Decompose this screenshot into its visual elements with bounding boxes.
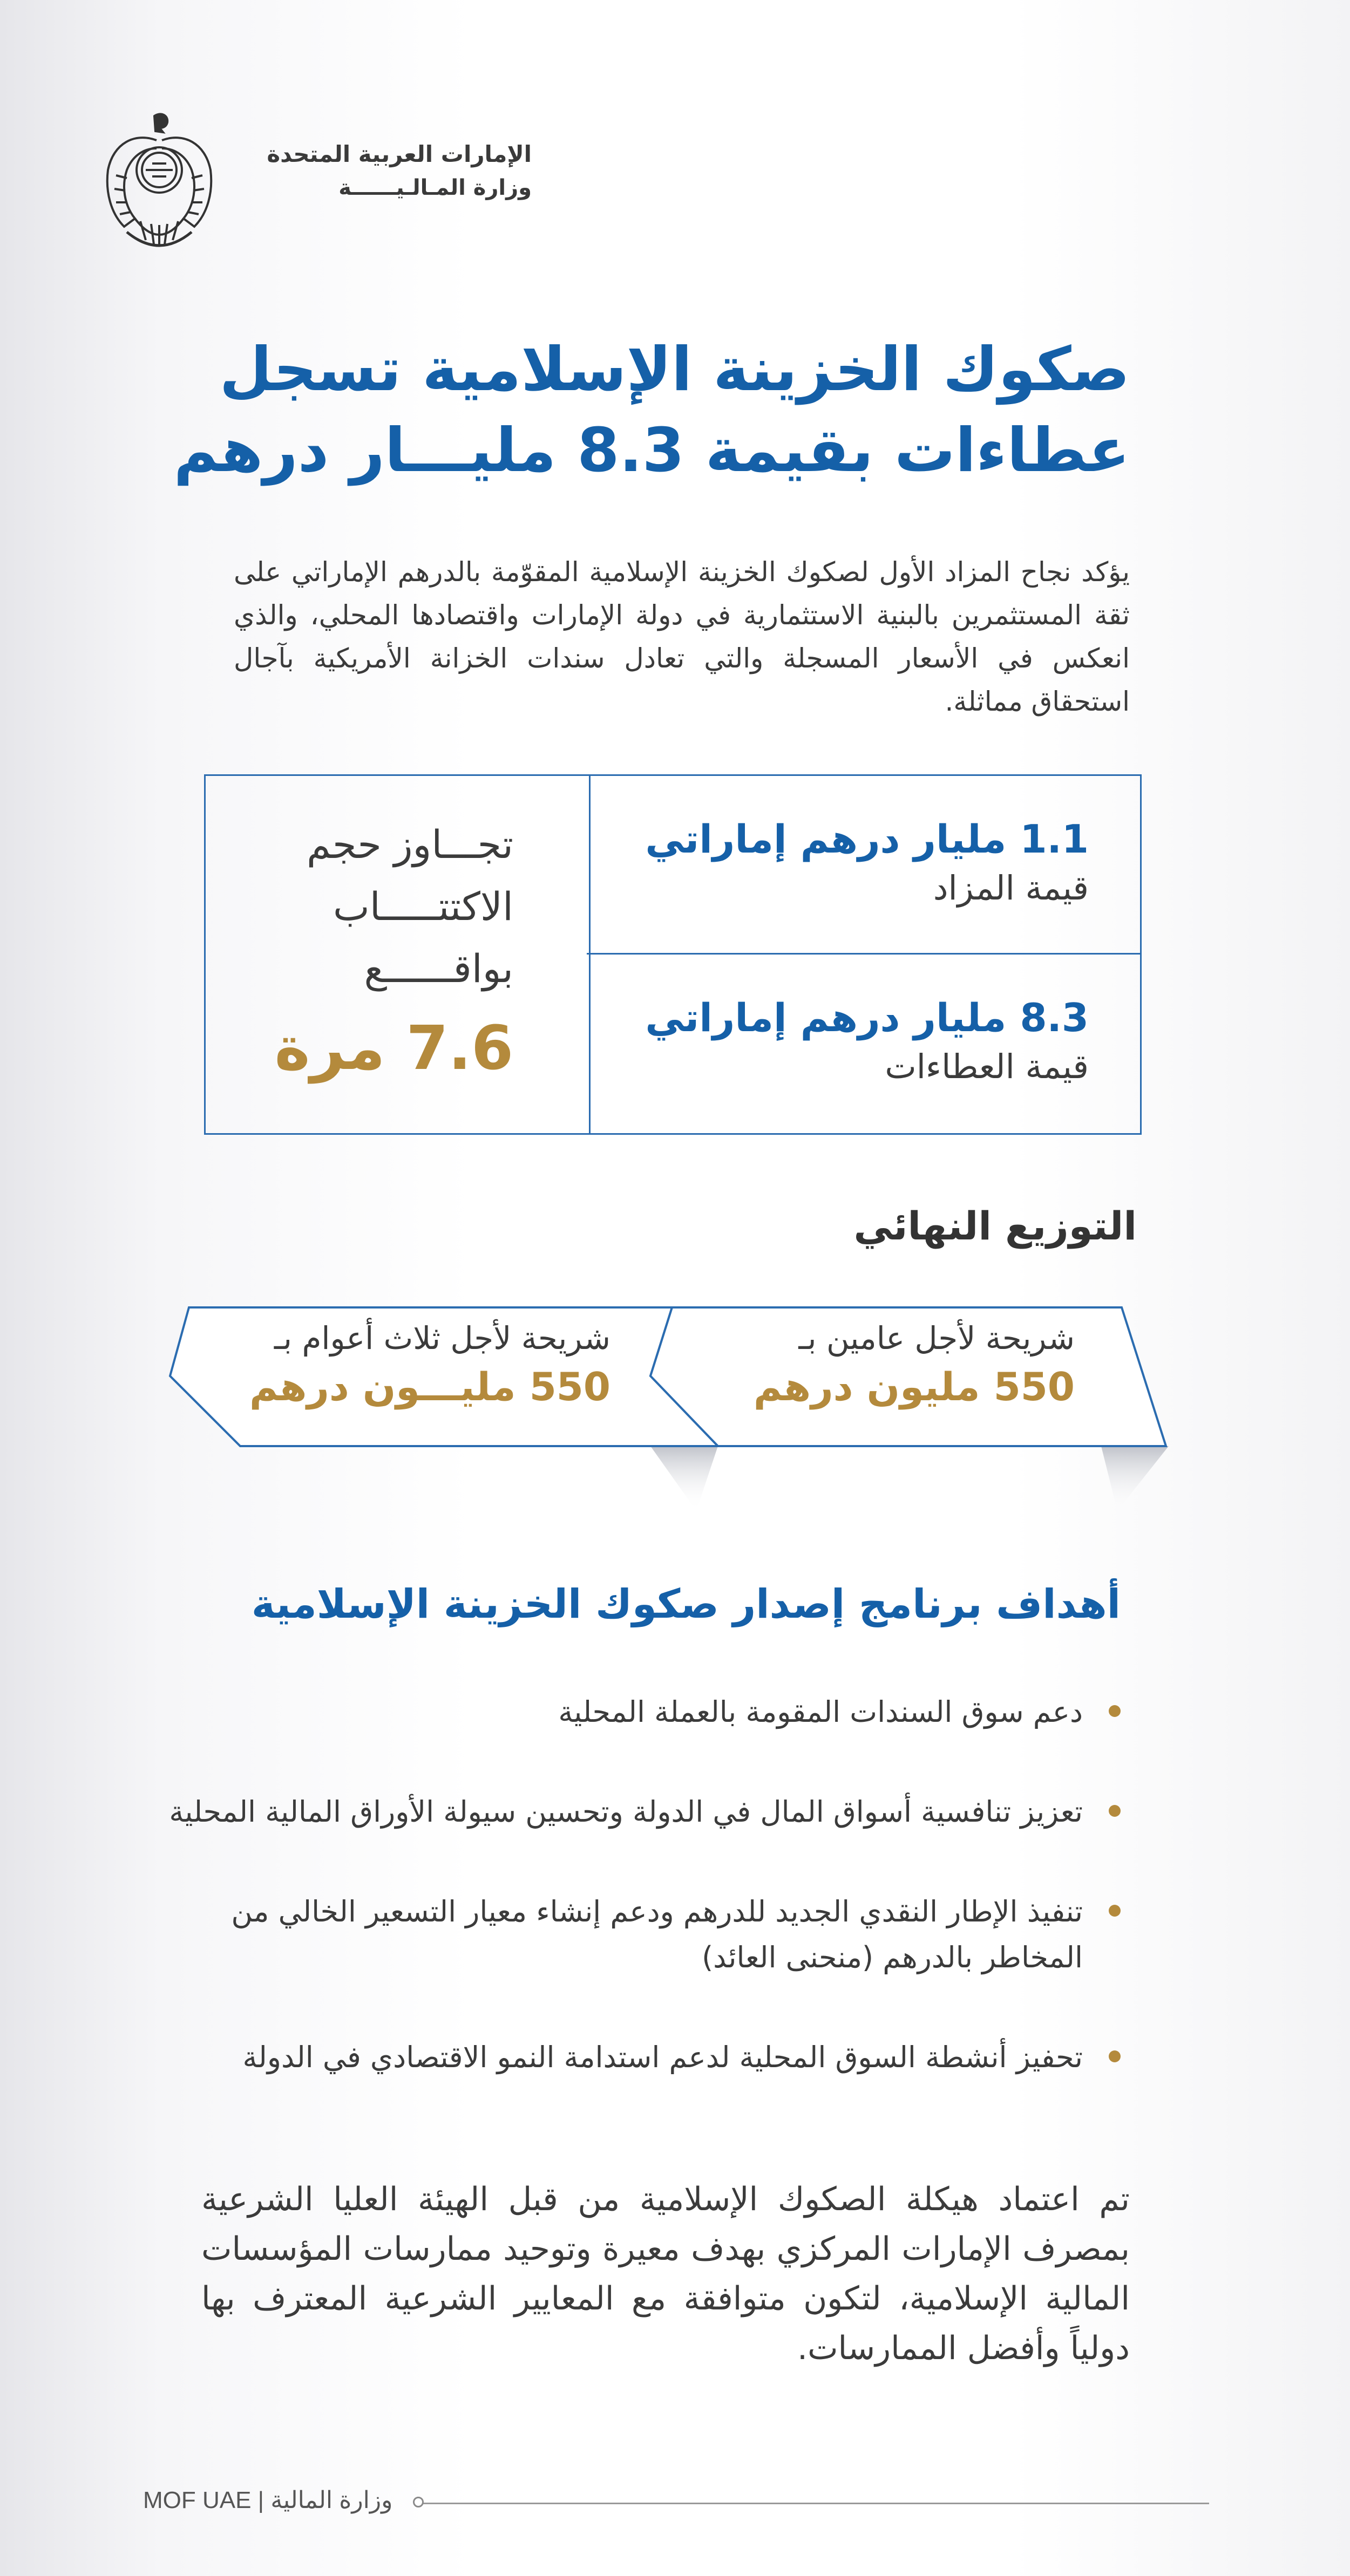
goals-heading: أهداف برنامج إصدار صكوك الخزينة الإسلامية: [251, 1581, 1121, 1627]
goals-list: [95, 1689, 1121, 2134]
bids-label: قيمة العطاءات: [885, 1047, 1089, 1086]
tranche-2y-label: شريحة لأجل عامين بـ: [798, 1320, 1075, 1357]
page-title: [173, 329, 1130, 491]
bids-value: 8.3 مليار درهم إماراتي: [645, 995, 1089, 1040]
goal-text: تحفيز أنشطة السوق المحلية لدعم استدامة النمو الاقتصادي في الدولة: [242, 2040, 1083, 2074]
auction-value: 1.1 مليار درهم إماراتي: [645, 816, 1089, 862]
oversub-line-3: بواقــــــع: [364, 946, 513, 991]
bullet-dot-icon: [1109, 2050, 1121, 2062]
footer-divider: [421, 2503, 1209, 2504]
footer-circle-icon: [413, 2497, 424, 2507]
title-line-2: عطاءات بقيمة 8.3 مليـــار درهم: [173, 415, 1130, 486]
tranche-shadow-left: [650, 1446, 718, 1511]
distribution-heading: التوزيع النهائي: [853, 1203, 1137, 1249]
auction-label: قيمة المزاد: [933, 868, 1089, 908]
list-item: [149, 1889, 1121, 1980]
list-item: [95, 2034, 1121, 2080]
closing-paragraph: تم اعتماد هيكلة الصكوك الإسلامية من قبل الهيئة العليا الشرعية بمصرف الإمارات المركزي بهدف معيرة وتوحيد ممارسات المؤسسات المالية الإسلامية، لتكون متوافقة مع المعايير الشرعية المعترف بها دولياً وأفضل الممارسات.: [201, 2180, 1130, 2367]
bullet-dot-icon: [1109, 1905, 1121, 1917]
oversub-line-2: الاكتتـــــاب: [333, 884, 513, 929]
stat-auction-value-cell: [587, 776, 1140, 955]
list-item: [95, 1689, 1121, 1735]
oversubscription-cell: [206, 776, 589, 1133]
org-name: الإمارات العربية المتحدة: [267, 141, 532, 167]
stats-box: [204, 774, 1142, 1135]
tranche-3y-label: شريحة لأجل ثلاث أعوام بـ: [274, 1320, 610, 1357]
tranche-3-years: [249, 1317, 610, 1414]
oversubscription-text: [254, 814, 513, 1000]
tranche-3y-amount: 550 مليـــون درهم: [249, 1364, 610, 1409]
stats-divider: [589, 776, 591, 1133]
oversub-line-1: تجـــاوز حجم: [306, 822, 513, 867]
title-line-1: صكوك الخزينة الإسلامية تسجل: [219, 335, 1130, 405]
tranche-2y-amount: 550 مليون درهم: [753, 1364, 1075, 1409]
stats-values-column: [587, 776, 1140, 1133]
footer: [0, 2482, 1350, 2525]
tranches-section: [0, 1295, 1350, 1522]
goal-text: تنفيذ الإطار النقدي الجديد للدرهم ودعم إنشاء معيار التسعير الخالي من المخاطر بالدرهم (منحنى العائد): [231, 1894, 1083, 1974]
tranche-shadow-right: [1101, 1446, 1169, 1511]
goal-text: دعم سوق السندات المقومة بالعملة المحلية: [558, 1695, 1083, 1729]
bullet-dot-icon: [1109, 1805, 1121, 1817]
ministry-name: وزارة المـالـيــــــة: [338, 175, 532, 200]
intro-paragraph: يؤكد نجاح المزاد الأول لصكوك الخزينة الإسلامية المقوّمة بالدرهم الإماراتي على ثقة المستثمرين بالبنية الاستثمارية في دولة الإمارات واقتصادها المحلي، والذي انعكس في الأسعار المسجلة والتي تعادل سندات الخزانة الأمريكية بآجال استحقاق مماثلة.: [234, 556, 1130, 717]
list-item: [95, 1789, 1121, 1835]
uae-emblem-falcon-icon: [103, 111, 216, 254]
tranche-tags-graphic: [0, 1295, 1350, 1522]
goal-text: تعزيز تنافسية أسواق المال في الدولة وتحسين سيولة الأوراق المالية المحلية: [169, 1795, 1083, 1829]
oversubscription-value: 7.6 مرة: [274, 1013, 513, 1083]
bullet-dot-icon: [1109, 1705, 1121, 1717]
ministry-logo: [103, 111, 545, 256]
tranche-2-years: [754, 1317, 1075, 1414]
stat-bids-value-cell: [587, 955, 1140, 1133]
footer-text: MOF UAE | وزارة المالية: [143, 2487, 393, 2513]
